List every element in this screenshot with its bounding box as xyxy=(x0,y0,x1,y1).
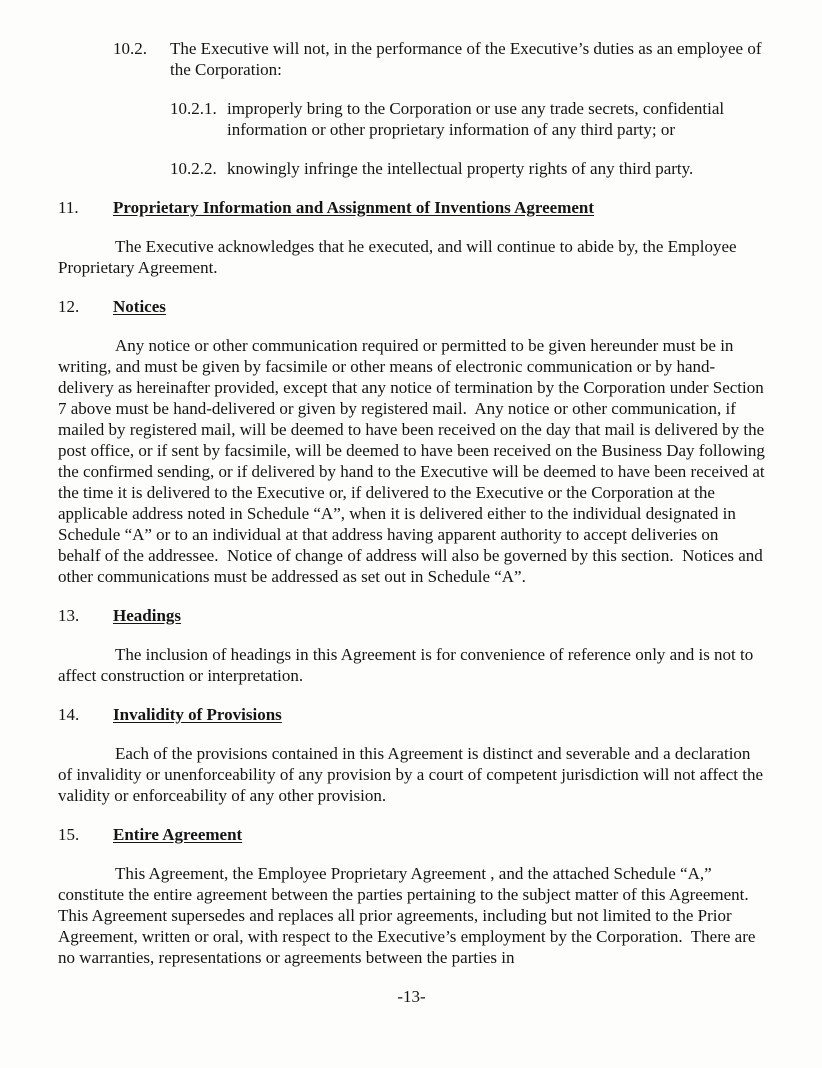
section-body-11: The Executive acknowledges that he executed, and will continue to abide by, the Employee Proprietary Agreement. xyxy=(58,237,741,277)
section-heading-13 xyxy=(58,605,765,626)
section-title: Proprietary Information and Assignment of Inventions Agreement xyxy=(113,198,595,217)
clause-10-2-text: The Executive will not, in the performance of the Executive’s duties as an employee of the Corporation: xyxy=(170,39,762,79)
section-body-14: Each of the provisions contained in this Agreement is distinct and severable and a declaration of invalidity or unenforceability of any provision by a court of competent jurisdiction will not affect the validity or enforceability of any other provision. xyxy=(58,744,768,805)
section-body-12: Any notice or other communication required or permitted to be given hereunder must be in writing, and must be given by facsimile or other means of electronic communication or by hand-delivery as hereinafter provided, except that any notice of termination by the Corporation under Section 7 above must be hand-delivered or given by registered mail. Any notice or other communication, if mailed by registered mail, will be deemed to have been received on the day that mail is delivered by the post office, or if sent by facsimile, will be deemed to have been received on the Business Day following the confirmed sending, or if delivered by hand to the Executive will be deemed to have been received at the time it is delivered to the Executive or, if delivered to the Executive or the Corporation at the applicable address noted in Schedule “A”, when it is delivered either to the individual designated in Schedule “A” or to an individual at that address having apparent authority to accept deliveries on behalf of the addressee. Notice of change of address will also be governed by this section. Notices and other communications must be addressed as set out in Schedule “A”. xyxy=(58,336,770,586)
section-heading-14 xyxy=(58,704,765,725)
section-title: Entire Agreement xyxy=(113,825,243,844)
section-heading-12 xyxy=(58,296,765,317)
clause-10-2-1-text: improperly bring to the Corporation or use any trade secrets, confidential information or other proprietary information of any third party; or xyxy=(227,99,725,139)
clause-10-2-2-text: knowingly infringe the intellectual property rights of any third party. xyxy=(227,159,694,178)
clause-10-2 xyxy=(113,38,765,80)
section-title: Invalidity of Provisions xyxy=(113,705,282,724)
section-number: 12. xyxy=(58,297,80,316)
clause-10-2-1 xyxy=(170,98,765,140)
clause-10-2-number: 10.2. xyxy=(113,39,147,58)
section-heading-15 xyxy=(58,824,765,845)
section-title: Notices xyxy=(113,297,166,316)
section-title: Headings xyxy=(113,606,182,625)
clause-10-2-1-number: 10.2.1. xyxy=(170,99,217,118)
section-number: 14. xyxy=(58,705,80,724)
section-body-13: The inclusion of headings in this Agreement is for convenience of reference only and is not to affect construction or interpretation. xyxy=(58,645,758,685)
page-number: -13- xyxy=(397,987,426,1006)
section-body-15: This Agreement, the Employee Proprietary Agreement , and the attached Schedule “A,” constitute the entire agreement between the parties pertaining to the subject matter of this Agreement. This Agreement supersedes and replaces all prior agreements, including but not limited to the Prior Agreement, written or oral, with respect to the Executive’s employment by the Corporation. There are no warranties, representations or agreements between the parties in xyxy=(58,864,760,967)
section-number: 13. xyxy=(58,606,80,625)
section-number: 15. xyxy=(58,825,80,844)
section-heading-11 xyxy=(58,197,765,218)
clause-10-2-2-number: 10.2.2. xyxy=(170,159,217,178)
clause-10-2-2 xyxy=(170,158,765,179)
section-number: 11. xyxy=(58,198,79,217)
